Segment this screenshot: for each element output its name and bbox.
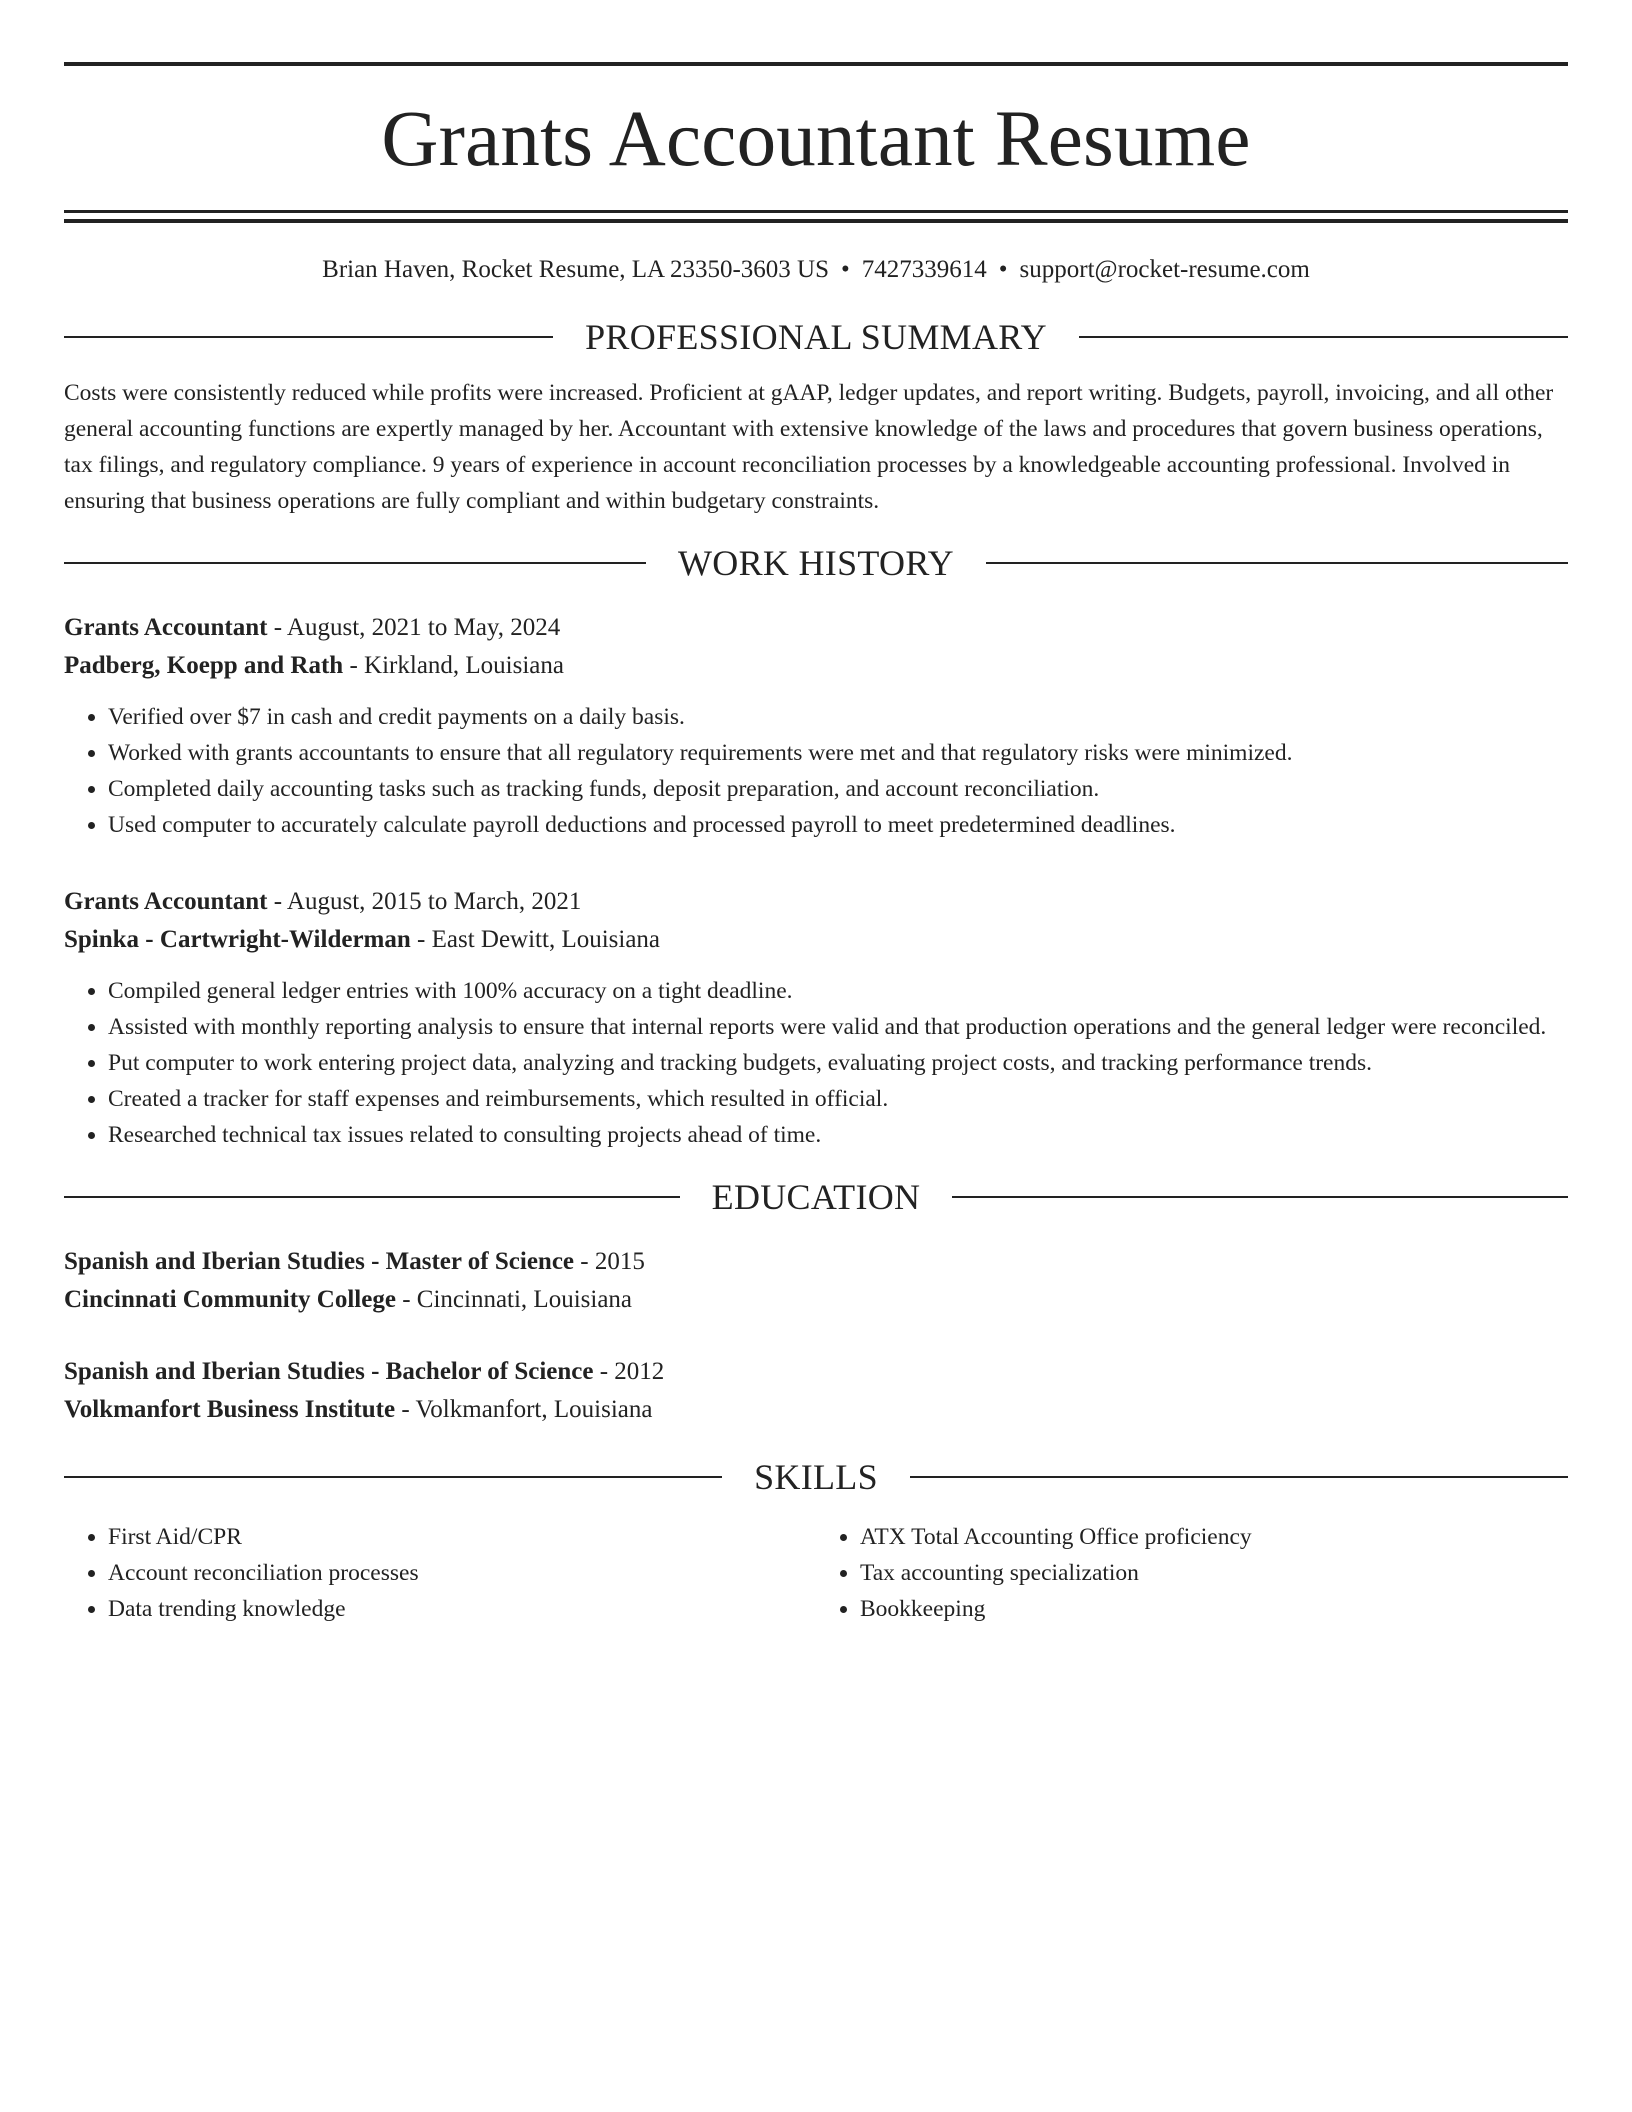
section-heading-skills (64, 1459, 1568, 1495)
education-school-line (64, 1281, 1568, 1319)
job-entry (64, 609, 1568, 843)
heading-rule (986, 562, 1568, 564)
list-item: • Verified over $7 in cash and credit payments on a daily basis. (108, 699, 1568, 735)
heading-rule (952, 1196, 1568, 1198)
title-double-rule (64, 210, 1568, 223)
section-heading-work (64, 545, 1568, 581)
job-location: - East Dewitt, Louisiana (410, 926, 661, 953)
education-school: Cincinnati Community College (64, 1286, 396, 1313)
section-label: PROFESSIONAL SUMMARY (585, 317, 1047, 357)
skill-item: • Account reconciliation processes (108, 1555, 816, 1591)
section-heading-summary (64, 319, 1568, 355)
education-year: - 2015 (574, 1248, 645, 1275)
education-school-line (64, 1391, 1568, 1429)
job-bullets (64, 973, 1568, 1153)
education-degree: Spanish and Iberian Studies - Master of Science (64, 1248, 575, 1275)
skills-columns (64, 1519, 1568, 1627)
heading-rule (1079, 336, 1568, 338)
education-school: Volkmanfort Business Institute (64, 1396, 396, 1423)
job-location: - Kirkland, Louisiana (343, 652, 564, 679)
heading-rule (64, 562, 646, 564)
skill-item: • First Aid/CPR (108, 1519, 816, 1555)
education-degree-line (64, 1243, 1568, 1281)
job-bullets (64, 699, 1568, 843)
heading-rule (910, 1476, 1568, 1478)
skill-item: • Data trending knowledge (108, 1591, 816, 1627)
job-title-line (64, 609, 1568, 647)
job-entry (64, 883, 1568, 1153)
list-item: • Completed daily accounting tasks such as tracking funds, deposit preparation, and account reconciliation. (108, 771, 1568, 807)
skill-item: • Bookkeeping (860, 1591, 1568, 1627)
list-item: • Researched technical tax issues related to consulting projects ahead of time. (108, 1117, 1568, 1153)
education-year: - 2012 (593, 1358, 665, 1385)
list-item: • Assisted with monthly reporting analysis to ensure that internal reports were valid and that production operations and the general ledger were reconciled. (108, 1009, 1568, 1045)
job-company-line (64, 921, 1568, 959)
education-entry (64, 1353, 1568, 1429)
job-company: Padberg, Koepp and Rath (64, 652, 344, 679)
contact-phone: 7427339614 (861, 256, 987, 283)
page-title: Grants Accountant Resume (381, 96, 1251, 183)
skills-list-left (64, 1519, 816, 1627)
contact-address: Brian Haven, Rocket Resume, LA 23350-3603 US (322, 256, 830, 283)
skill-item: • ATX Total Accounting Office proficiency (860, 1519, 1568, 1555)
summary-text: Costs were consistently reduced while profits were increased. Proficient at gAAP, ledger updates, and report writing. Budgets, payroll, invoicing, and all other general accounting functions are expertly managed by her. Accountant with extensive knowledge of the laws and procedures that govern business operations, tax filings, and regulatory compliance. 9 years of experience in account reconciliation processes by a knowledgeable accounting professional. Involved in ensuring that business operations are fully compliant and within budgetary constraints. (64, 380, 1554, 514)
list-item: • Worked with grants accountants to ensure that all regulatory requirements were met and that regulatory risks were minimized. (108, 735, 1568, 771)
job-dates: - August, 2015 to March, 2021 (267, 888, 582, 915)
heading-rule (64, 336, 553, 338)
job-company-line (64, 647, 1568, 685)
heading-rule (64, 1476, 722, 1478)
section-label: EDUCATION (711, 1177, 921, 1217)
section-heading-education (64, 1179, 1568, 1215)
skills-list-right (816, 1519, 1568, 1627)
list-item: • Put computer to work entering project data, analyzing and tracking budgets, evaluating project costs, and tracking performance trends. (108, 1045, 1568, 1081)
contact-separator: • (841, 256, 850, 283)
job-title: Grants Accountant (64, 614, 268, 641)
contact-email: support@rocket-resume.com (1019, 256, 1310, 283)
job-company: Spinka - Cartwright-Wilderman (64, 926, 411, 953)
job-dates: - August, 2021 to May, 2024 (267, 614, 561, 641)
list-item: • Created a tracker for staff expenses and reimbursements, which resulted in official. (108, 1081, 1568, 1117)
contact-separator: • (998, 256, 1008, 283)
education-location: - Volkmanfort, Louisiana (395, 1396, 653, 1423)
skill-item: • Tax accounting specialization (860, 1555, 1568, 1591)
education-degree: Spanish and Iberian Studies - Bachelor of Science (64, 1358, 594, 1385)
top-rule (64, 62, 1568, 66)
heading-rule (64, 1196, 680, 1198)
job-title: Grants Accountant (64, 888, 268, 915)
section-label: WORK HISTORY (678, 543, 954, 583)
list-item: • Compiled general ledger entries with 100% accuracy on a tight deadline. (108, 973, 1568, 1009)
contact-line (64, 255, 1568, 285)
education-location: - Cincinnati, Louisiana (395, 1286, 633, 1313)
job-title-line (64, 883, 1568, 921)
education-entry (64, 1243, 1568, 1319)
education-degree-line (64, 1353, 1568, 1391)
list-item: • Used computer to accurately calculate payroll deductions and processed payroll to meet predetermined deadlines. (108, 807, 1568, 843)
section-label: SKILLS (754, 1457, 878, 1497)
